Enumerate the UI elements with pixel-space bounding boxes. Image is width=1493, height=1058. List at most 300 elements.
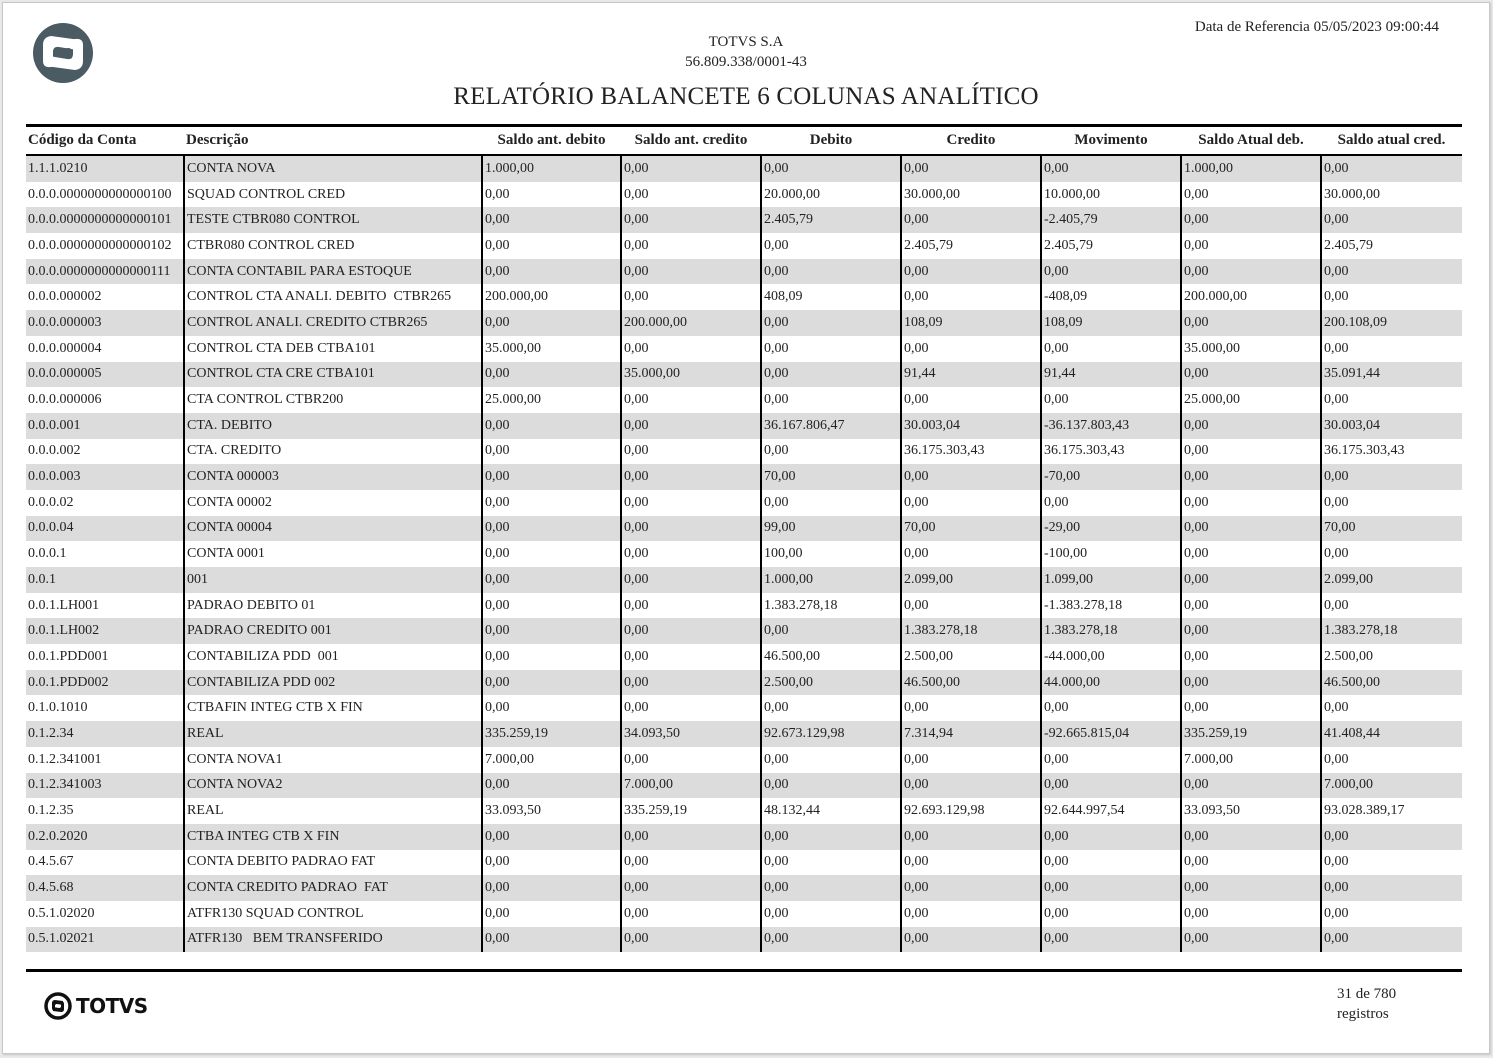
table-row[interactable] [26,901,1462,927]
report-page [2,2,1490,1054]
col-header-debit[interactable]: Debito [809,132,853,148]
table-row[interactable] [26,413,1462,439]
cell-current-credit: 0,00 [1321,695,1462,721]
table-row[interactable] [26,439,1462,465]
cell-description: PADRAO CREDITO 001 [184,618,482,644]
cell-movement: 0,00 [1041,387,1181,413]
cell-account-code: 0.0.1.PDD002 [26,670,184,696]
cell-credit: 1.383.278,18 [901,618,1041,644]
cell-prev-debit: 0,00 [482,593,621,619]
table-row[interactable] [26,567,1462,593]
cell-current-debit: 0,00 [1181,207,1321,233]
cell-current-credit: 0,00 [1321,387,1462,413]
footer-brand-text: TOTVS [76,994,148,1018]
cell-credit: 0,00 [901,464,1041,490]
cell-movement: -1.383.278,18 [1041,593,1181,619]
cell-movement: -36.137.803,43 [1041,413,1181,439]
cell-description: REAL [184,721,482,747]
cell-debit: 70,00 [761,464,901,490]
cell-movement: 108,09 [1041,310,1181,336]
cell-account-code: 0.4.5.68 [26,875,184,901]
cell-prev-debit: 335.259,19 [482,721,621,747]
cell-movement: -2.405,79 [1041,207,1181,233]
report-title: RELATÓRIO BALANCETE 6 COLUNAS ANALÍTICO [453,83,1039,110]
col-header-description[interactable]: Descrição [186,132,249,148]
cell-credit: 36.175.303,43 [901,439,1041,465]
cell-description: CTBA INTEG CTB X FIN [184,824,482,850]
cell-description: ATFR130 SQUAD CONTROL [184,901,482,927]
cell-movement: 0,00 [1041,875,1181,901]
cell-account-code: 0.1.0.1010 [26,695,184,721]
cell-credit: 7.314,94 [901,721,1041,747]
reference-date: Data de Referencia 05/05/2023 09:00:44 [1194,19,1439,35]
cell-prev-credit: 0,00 [621,875,761,901]
cell-prev-credit: 0,00 [621,387,761,413]
cell-description: CTA. CREDITO [184,439,482,465]
cell-prev-credit: 0,00 [621,901,761,927]
cell-current-debit: 0,00 [1181,516,1321,542]
cell-current-debit: 0,00 [1181,310,1321,336]
cell-description: CTBR080 CONTROL CRED [184,233,482,259]
cell-movement: -29,00 [1041,516,1181,542]
cell-description: CTBAFIN INTEG CTB X FIN [184,695,482,721]
table-row[interactable] [26,182,1462,208]
cell-credit: 46.500,00 [901,670,1041,696]
cell-credit: 0,00 [901,259,1041,285]
cell-debit: 20.000,00 [761,182,901,208]
table-row[interactable] [26,259,1462,285]
cell-credit: 30.000,00 [901,182,1041,208]
cell-account-code: 0.0.0.000006 [26,387,184,413]
cell-prev-credit: 0,00 [621,413,761,439]
cell-credit: 0,00 [901,155,1041,182]
cell-current-credit: 2.405,79 [1321,233,1462,259]
cell-current-debit: 0,00 [1181,824,1321,850]
cell-description: ATFR130 BEM TRANSFERIDO [184,927,482,953]
cell-account-code: 0.0.0.0000000000000102 [26,233,184,259]
cell-description: CONTROL ANALI. CREDITO CTBR265 [184,310,482,336]
cell-account-code: 0.0.0.000005 [26,362,184,388]
cell-prev-credit: 0,00 [621,182,761,208]
cell-prev-credit: 0,00 [621,155,761,182]
cell-account-code: 0.0.0.0000000000000101 [26,207,184,233]
cell-prev-debit: 0,00 [482,644,621,670]
col-header-current-credit[interactable]: Saldo atual cred. [1337,132,1446,148]
company-id: 56.809.338/0001-43 [685,54,807,70]
cell-credit: 0,00 [901,901,1041,927]
cell-debit: 2.405,79 [761,207,901,233]
cell-prev-debit: 0,00 [482,695,621,721]
cell-credit: 2.099,00 [901,567,1041,593]
cell-movement: 44.000,00 [1041,670,1181,696]
cell-current-credit: 41.408,44 [1321,721,1462,747]
table-header-row [26,126,1462,156]
table-row[interactable] [26,747,1462,773]
cell-prev-credit: 0,00 [621,644,761,670]
cell-description: TESTE CTBR080 CONTROL [184,207,482,233]
cell-prev-credit: 0,00 [621,336,761,362]
table-row[interactable] [26,644,1462,670]
cell-credit: 0,00 [901,207,1041,233]
cell-current-debit: 200.000,00 [1181,284,1321,310]
cell-debit: 92.673.129,98 [761,721,901,747]
cell-credit: 0,00 [901,875,1041,901]
cell-movement: 0,00 [1041,773,1181,799]
table-row[interactable] [26,618,1462,644]
cell-prev-credit: 0,00 [621,516,761,542]
col-header-current-debit[interactable]: Saldo Atual deb. [1198,132,1304,148]
cell-description: CONTA NOVA2 [184,773,482,799]
cell-prev-credit: 0,00 [621,259,761,285]
col-header-credit[interactable]: Credito [946,132,996,148]
cell-current-credit: 35.091,44 [1321,362,1462,388]
cell-movement: -44.000,00 [1041,644,1181,670]
cell-current-credit: 36.175.303,43 [1321,439,1462,465]
cell-movement: 0,00 [1041,901,1181,927]
cell-account-code: 0.0.0.04 [26,516,184,542]
cell-debit: 0,00 [761,618,901,644]
table-row[interactable] [26,310,1462,336]
cell-current-debit: 0,00 [1181,773,1321,799]
cell-credit: 0,00 [901,850,1041,876]
cell-current-credit: 0,00 [1321,747,1462,773]
table-row[interactable] [26,233,1462,259]
cell-current-debit: 0,00 [1181,413,1321,439]
cell-credit: 0,00 [901,824,1041,850]
cell-movement: 92.644.997,54 [1041,798,1181,824]
table-row[interactable] [26,798,1462,824]
cell-prev-debit: 1.000,00 [482,155,621,182]
table-row[interactable] [26,875,1462,901]
cell-debit: 0,00 [761,901,901,927]
cell-prev-debit: 0,00 [482,567,621,593]
cell-current-credit: 0,00 [1321,155,1462,182]
cell-current-credit: 0,00 [1321,824,1462,850]
cell-current-debit: 0,00 [1181,182,1321,208]
cell-current-debit: 0,00 [1181,439,1321,465]
table-row[interactable] [26,464,1462,490]
cell-prev-credit: 0,00 [621,593,761,619]
table-row[interactable] [26,336,1462,362]
cell-current-debit: 0,00 [1181,901,1321,927]
cell-movement: 0,00 [1041,490,1181,516]
cell-movement: 0,00 [1041,927,1181,953]
cell-credit: 0,00 [901,593,1041,619]
cell-account-code: 0.5.1.02021 [26,927,184,953]
table-row[interactable] [26,541,1462,567]
cell-credit: 91,44 [901,362,1041,388]
cell-description: REAL [184,798,482,824]
col-header-account-code[interactable]: Código da Conta [28,132,137,148]
balance-table-container [26,124,1462,952]
cell-debit: 100,00 [761,541,901,567]
cell-movement: 2.405,79 [1041,233,1181,259]
cell-description: CONTROL CTA CRE CTBA101 [184,362,482,388]
cell-account-code: 0.5.1.02020 [26,901,184,927]
cell-debit: 0,00 [761,490,901,516]
cell-prev-credit: 0,00 [621,567,761,593]
cell-debit: 1.000,00 [761,567,901,593]
records-counter [1337,984,1396,1024]
col-header-prev-debit[interactable]: Saldo ant. debito [497,132,606,148]
cell-prev-debit: 0,00 [482,362,621,388]
cell-current-debit: 0,00 [1181,927,1321,953]
cell-description: CONTABILIZA PDD 001 [184,644,482,670]
records-count: 31 de 780 [1337,986,1397,1002]
cell-prev-credit: 0,00 [621,233,761,259]
table-row[interactable] [26,362,1462,388]
cell-description: CONTA NOVA [184,155,482,182]
cell-description: CONTROL CTA ANALI. DEBITO CTBR265 [184,284,482,310]
cell-movement: 0,00 [1041,695,1181,721]
cell-prev-credit: 0,00 [621,490,761,516]
cell-account-code: 0.0.0.001 [26,413,184,439]
cell-debit: 0,00 [761,310,901,336]
cell-movement: 36.175.303,43 [1041,439,1181,465]
table-row[interactable] [26,695,1462,721]
cell-current-credit: 0,00 [1321,593,1462,619]
cell-prev-credit: 0,00 [621,618,761,644]
cell-movement: 1.099,00 [1041,567,1181,593]
cell-prev-credit: 0,00 [621,824,761,850]
cell-account-code: 0.0.0.000004 [26,336,184,362]
table-row[interactable] [26,850,1462,876]
cell-prev-debit: 0,00 [482,618,621,644]
cell-prev-debit: 0,00 [482,413,621,439]
balance-table [26,124,1462,952]
cell-description: CONTA NOVA1 [184,747,482,773]
footer-brand [44,992,148,1020]
cell-current-credit: 0,00 [1321,850,1462,876]
cell-movement: 0,00 [1041,850,1181,876]
cell-current-credit: 0,00 [1321,259,1462,285]
cell-current-debit: 0,00 [1181,593,1321,619]
table-row[interactable] [26,516,1462,542]
cell-account-code: 0.1.2.35 [26,798,184,824]
cell-account-code: 0.4.5.67 [26,850,184,876]
cell-prev-debit: 0,00 [482,516,621,542]
cell-credit: 70,00 [901,516,1041,542]
table-row[interactable] [26,927,1462,953]
cell-current-debit: 0,00 [1181,618,1321,644]
table-row[interactable] [26,284,1462,310]
cell-prev-debit: 0,00 [482,310,621,336]
cell-credit: 0,00 [901,490,1041,516]
cell-description: SQUAD CONTROL CRED [184,182,482,208]
cell-movement: 0,00 [1041,747,1181,773]
cell-prev-credit: 0,00 [621,541,761,567]
cell-prev-debit: 0,00 [482,490,621,516]
cell-credit: 0,00 [901,336,1041,362]
cell-current-debit: 33.093,50 [1181,798,1321,824]
cell-debit: 2.500,00 [761,670,901,696]
cell-debit: 0,00 [761,439,901,465]
table-row[interactable] [26,721,1462,747]
cell-current-debit: 0,00 [1181,875,1321,901]
cell-account-code: 0.1.2.341001 [26,747,184,773]
cell-description: CONTROL CTA DEB CTBA101 [184,336,482,362]
cell-prev-debit: 0,00 [482,824,621,850]
cell-credit: 0,00 [901,773,1041,799]
cell-movement: 1.383.278,18 [1041,618,1181,644]
cell-prev-credit: 0,00 [621,747,761,773]
cell-description: CONTA 000003 [184,464,482,490]
cell-account-code: 0.1.2.341003 [26,773,184,799]
cell-current-credit: 2.099,00 [1321,567,1462,593]
table-row[interactable] [26,207,1462,233]
cell-prev-debit: 0,00 [482,233,621,259]
cell-prev-credit: 35.000,00 [621,362,761,388]
records-label: registros [1337,1006,1389,1022]
cell-movement: -408,09 [1041,284,1181,310]
cell-current-debit: 0,00 [1181,233,1321,259]
cell-current-debit: 0,00 [1181,541,1321,567]
cell-credit: 0,00 [901,541,1041,567]
cell-debit: 46.500,00 [761,644,901,670]
cell-current-credit: 0,00 [1321,927,1462,953]
cell-prev-debit: 25.000,00 [482,387,621,413]
cell-current-debit: 25.000,00 [1181,387,1321,413]
cell-current-debit: 0,00 [1181,695,1321,721]
table-row[interactable] [26,824,1462,850]
cell-current-credit: 7.000,00 [1321,773,1462,799]
cell-movement: 10.000,00 [1041,182,1181,208]
cell-account-code: 0.2.0.2020 [26,824,184,850]
cell-description: CONTA CONTABIL PARA ESTOQUE [184,259,482,285]
cell-current-debit: 0,00 [1181,644,1321,670]
cell-description: CTA CONTROL CTBR200 [184,387,482,413]
cell-prev-debit: 0,00 [482,182,621,208]
cell-prev-debit: 0,00 [482,901,621,927]
cell-current-debit: 1.000,00 [1181,155,1321,182]
cell-prev-credit: 7.000,00 [621,773,761,799]
cell-prev-debit: 0,00 [482,927,621,953]
cell-prev-debit: 0,00 [482,850,621,876]
cell-account-code: 0.0.0.0000000000000100 [26,182,184,208]
cell-description: CONTA DEBITO PADRAO FAT [184,850,482,876]
cell-debit: 0,00 [761,695,901,721]
cell-debit: 0,00 [761,259,901,285]
cell-current-debit: 7.000,00 [1181,747,1321,773]
cell-current-debit: 35.000,00 [1181,336,1321,362]
table-row[interactable] [26,155,1462,182]
cell-current-credit: 0,00 [1321,875,1462,901]
cell-description: CTA. DEBITO [184,413,482,439]
cell-movement: -100,00 [1041,541,1181,567]
company-name: TOTVS S.A [708,34,784,50]
cell-current-debit: 0,00 [1181,259,1321,285]
company-block [3,32,1489,72]
cell-prev-credit: 0,00 [621,695,761,721]
cell-current-credit: 93.028.389,17 [1321,798,1462,824]
table-row[interactable] [26,387,1462,413]
cell-prev-credit: 0,00 [621,670,761,696]
table-row[interactable] [26,773,1462,799]
cell-prev-debit: 35.000,00 [482,336,621,362]
cell-description: PADRAO DEBITO 01 [184,593,482,619]
table-row[interactable] [26,490,1462,516]
cell-account-code: 0.0.0.003 [26,464,184,490]
cell-credit: 0,00 [901,387,1041,413]
cell-current-credit: 30.003,04 [1321,413,1462,439]
cell-description: CONTABILIZA PDD 002 [184,670,482,696]
cell-movement: -92.665.815,04 [1041,721,1181,747]
cell-movement: 0,00 [1041,155,1181,182]
cell-credit: 2.500,00 [901,644,1041,670]
cell-prev-debit: 200.000,00 [482,284,621,310]
cell-prev-credit: 335.259,19 [621,798,761,824]
cell-current-credit: 0,00 [1321,284,1462,310]
cell-movement: 0,00 [1041,336,1181,362]
col-header-movement[interactable]: Movimento [1074,132,1148,148]
cell-account-code: 0.0.0.002 [26,439,184,465]
cell-current-debit: 0,00 [1181,362,1321,388]
cell-debit: 0,00 [761,747,901,773]
cell-current-credit: 1.383.278,18 [1321,618,1462,644]
cell-debit: 99,00 [761,516,901,542]
cell-account-code: 0.0.1.LH001 [26,593,184,619]
cell-prev-credit: 0,00 [621,207,761,233]
cell-account-code: 0.0.1 [26,567,184,593]
cell-credit: 0,00 [901,927,1041,953]
col-header-prev-credit[interactable]: Saldo ant. credito [634,132,748,148]
cell-current-credit: 0,00 [1321,490,1462,516]
cell-current-credit: 46.500,00 [1321,670,1462,696]
cell-debit: 36.167.806,47 [761,413,901,439]
cell-description: CONTA 00002 [184,490,482,516]
cell-prev-debit: 7.000,00 [482,747,621,773]
cell-debit: 1.383.278,18 [761,593,901,619]
cell-description: CONTA 00004 [184,516,482,542]
cell-debit: 0,00 [761,850,901,876]
table-body [26,155,1462,952]
cell-prev-debit: 0,00 [482,259,621,285]
cell-credit: 92.693.129,98 [901,798,1041,824]
cell-prev-credit: 0,00 [621,439,761,465]
cell-prev-debit: 0,00 [482,670,621,696]
cell-current-debit: 0,00 [1181,490,1321,516]
cell-current-debit: 0,00 [1181,464,1321,490]
cell-movement: 0,00 [1041,824,1181,850]
cell-account-code: 0.0.0.1 [26,541,184,567]
cell-prev-credit: 34.093,50 [621,721,761,747]
footer-divider [26,969,1462,972]
cell-current-credit: 2.500,00 [1321,644,1462,670]
cell-prev-debit: 0,00 [482,773,621,799]
cell-current-credit: 0,00 [1321,901,1462,927]
cell-current-credit: 0,00 [1321,336,1462,362]
cell-prev-debit: 0,00 [482,207,621,233]
cell-prev-debit: 0,00 [482,875,621,901]
cell-prev-credit: 0,00 [621,464,761,490]
cell-debit: 0,00 [761,362,901,388]
cell-current-debit: 335.259,19 [1181,721,1321,747]
cell-prev-credit: 0,00 [621,284,761,310]
table-row[interactable] [26,670,1462,696]
cell-current-credit: 30.000,00 [1321,182,1462,208]
cell-debit: 0,00 [761,875,901,901]
cell-current-credit: 0,00 [1321,464,1462,490]
cell-debit: 0,00 [761,336,901,362]
cell-prev-debit: 0,00 [482,439,621,465]
table-row[interactable] [26,593,1462,619]
cell-credit: 0,00 [901,695,1041,721]
cell-debit: 0,00 [761,773,901,799]
cell-prev-debit: 0,00 [482,541,621,567]
cell-credit: 0,00 [901,284,1041,310]
cell-credit: 0,00 [901,747,1041,773]
cell-account-code: 0.0.1.LH002 [26,618,184,644]
